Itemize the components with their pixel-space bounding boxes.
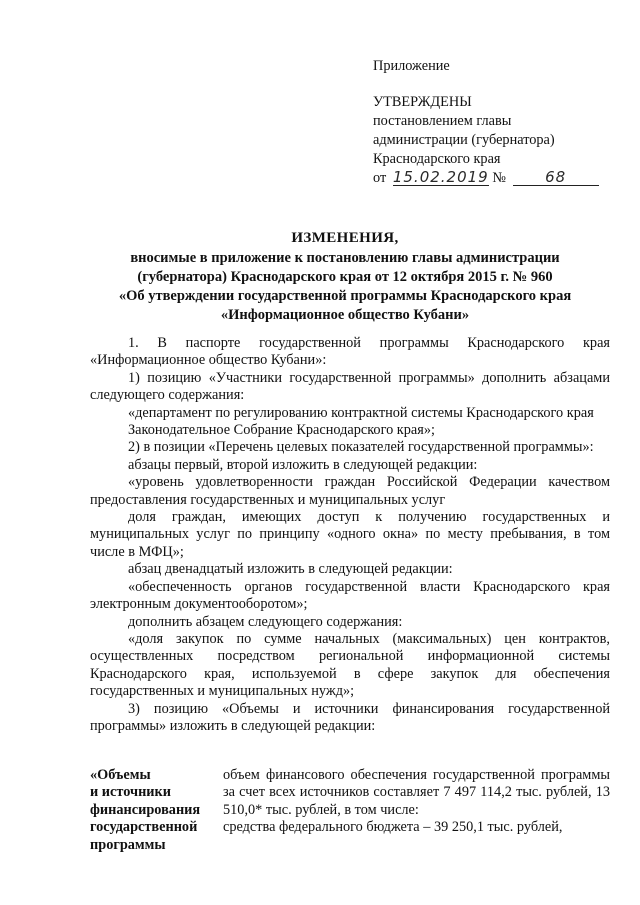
table-left-line: финансирования bbox=[90, 801, 201, 818]
body-paragraph: дополнить абзацем следующего содержания: bbox=[128, 613, 403, 630]
handwritten-number: 68 bbox=[513, 169, 599, 186]
approval-block bbox=[373, 57, 613, 188]
body-paragraph: «уровень удовлетворенности граждан Российской Федерации качеством предоставления государственных и муниципальных услуг bbox=[90, 474, 610, 508]
body-paragraph: 1. В паспорте государственной программы Краснодарского края «Информационное общество Кубани»: bbox=[90, 335, 610, 369]
approval-line: Краснодарского края bbox=[373, 151, 501, 167]
table-left-line: «Объемы bbox=[90, 767, 151, 783]
approved-label: УТВЕРЖДЕНЫ bbox=[373, 94, 472, 110]
appendix-label: Приложение bbox=[373, 58, 450, 74]
body-paragraph: «обеспеченность органов государственной власти Краснодарского края электронным документооборотом»; bbox=[90, 578, 610, 613]
title-head: ИЗМЕНЕНИЯ, bbox=[291, 230, 399, 246]
title-line: вносимые в приложение к постановлению главы администрации bbox=[130, 250, 560, 266]
body-paragraph: «департамент по регулированию контрактной системы Краснодарского края bbox=[128, 404, 594, 421]
body-paragraph: 2) в позиции «Перечень целевых показателей государственной программы»: bbox=[128, 439, 594, 456]
table-right-text: средства федерального бюджета – 39 250,1 тыс. рублей, bbox=[223, 819, 563, 836]
body-paragraph: абзацы первый, второй изложить в следующей редакции: bbox=[128, 456, 478, 473]
financing-table bbox=[90, 767, 610, 854]
body-paragraph: Законодательное Собрание Краснодарского края»; bbox=[128, 422, 435, 439]
table-left-line: и источники bbox=[90, 784, 172, 801]
approval-line: администрации (губернатора) bbox=[373, 132, 555, 148]
table-left-line: государственной bbox=[90, 819, 198, 836]
title-line: (губернатора) Краснодарского края от 12 октября 2015 г. № 960 bbox=[137, 269, 553, 285]
body-paragraph: 1) позицию «Участники государственной программы» дополнить абзацами следующего содержания: bbox=[90, 369, 610, 404]
from-label: от bbox=[373, 170, 387, 186]
body-paragraph: «доля закупок по сумме начальных (максимальных) цен контрактов, осуществленных посредством региональной информационной системы Краснодарского края, используемой в сфере закупок для обеспечения государственных и муниципальных нужд»; bbox=[90, 630, 610, 700]
title-line: «Об утверждении государственной программы Краснодарского края bbox=[118, 288, 572, 304]
document-title bbox=[80, 229, 610, 325]
handwritten-date: 15.02.2019 bbox=[392, 168, 489, 186]
table-left-cell bbox=[90, 767, 223, 854]
table-right-text: объем финансового обеспечения государственной программы за счет всех источников составляет 7 497 114,2 тыс. рублей, 13 510,0* тыс. рублей, в том числе: bbox=[223, 767, 610, 818]
document-body bbox=[90, 335, 610, 735]
table-row bbox=[90, 767, 610, 854]
approval-line: постановлением главы bbox=[373, 113, 512, 129]
body-paragraph: доля граждан, имеющих доступ к получению государственных и муниципальных услуг по принципу «одного окна» по месту пребывания, в том числе в МФЦ»; bbox=[90, 509, 610, 560]
number-sign: № bbox=[492, 170, 507, 186]
title-line: «Информационное общество Кубани» bbox=[220, 307, 470, 323]
date-number-row bbox=[373, 169, 613, 188]
table-right-cell bbox=[223, 767, 610, 854]
table-left-line: программы bbox=[90, 836, 166, 853]
body-paragraph: 3) позицию «Объемы и источники финансирования государственной программы» изложить в следующей редакции: bbox=[90, 700, 610, 734]
body-paragraph: абзац двенадцатый изложить в следующей редакции: bbox=[128, 561, 453, 578]
